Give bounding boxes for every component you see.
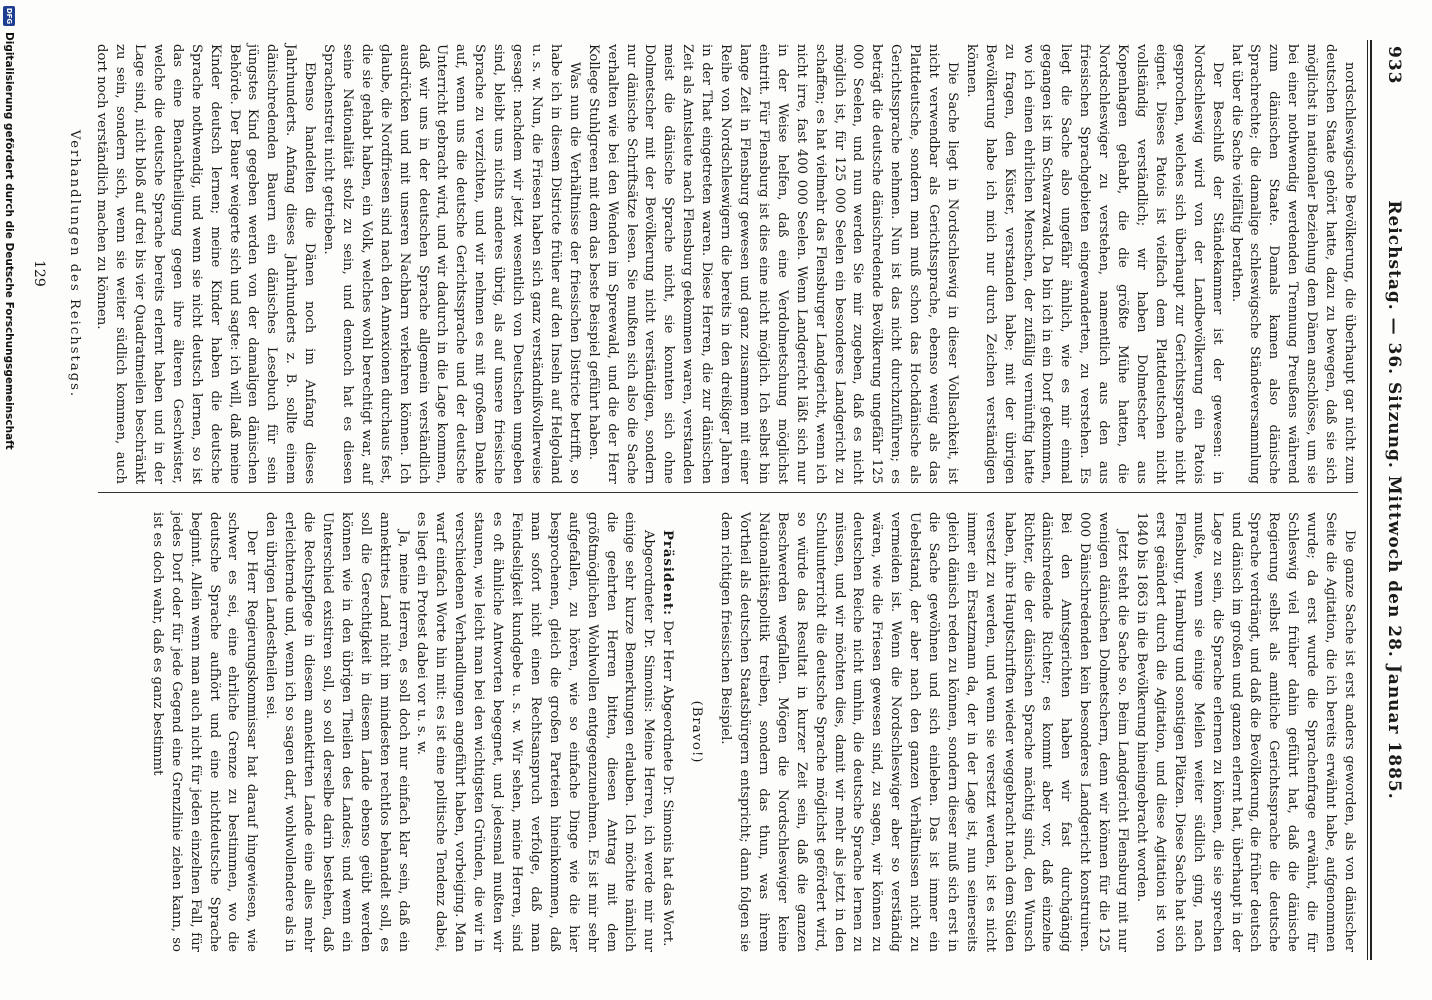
body-paragraph: Was nun die Verhältnisse der friesischen Districte betrifft, so habe ich in diesem Districte früher auf den Inseln auf Helgoland u. s. w. Nun, die Friesen haben sich ganz verständnißvollerweise gesagt: nachdem wir jetzt wesentlich von Deutschen umgeben sind, bleibt uns nichts anderes übrig, als auf unsere friesische Sprache zu verzichten, und wir nehmen es mit großem Danke auf, wenn uns die deutsche Gerichtssprache und der deutsche Unterricht gebracht wird, und wir dadurch in die Lage kommen, daß wir uns in der deutschen Sprache allgemein verständlich ausdrücken und mit unseren Nachbarn verkehren können. Ich glaube, die Nordfriesen sind nach den Annexionen durchaus fest, die sie gehabt haben, ein Volk, welches wohl berechtigt war, auf seine Nationalität stolz zu sein, und dennoch hat es diesen Sprachenstreit nicht getrieben. — [321, 44, 582, 484]
body-paragraph: Der Beschluß der Ständekammer ist der gewesen: in Nordschleswig wird von der Landbevölkerung ein Patois gesprochen, welches sich überhaupt zur Gerichtssprache nicht eignet. Dieses Patois ist vielfach dem Plattdeutschen nicht vollständig verständlich; wir haben Dolmetscher aus Kopenhagen gehabt, die die größte Mühe hatten, die Nordschleswiger zu verstehen, namentlich aus den aus friesischen Sprachgebieten eingewanderten, zu verstehen. Es liegt die Sache also ungefähr ähnlich, wie es mir einmal gegangen ist im Schwarzwald. Da bin ich in ein Dorf gekommen, wo ich einen ehrlichen Menschen, der zufällig vernünftig hatte zu fragen, den Küster, verstanden habe; mit der übrigen Bevölkerung habe ich mich nur durch Zeichen verständigen können. — [963, 44, 1225, 484]
header-rule-thin — [1367, 40, 1368, 960]
body-paragraph: Die ganze Sache ist erst anders geworden, als von dänischer Seite die Agitation, die ich bereits erwähnt habe, aufgenommen wurde; da erst wurde die Sprachenfrage erwähnt, die für Schleswig viel früher dahin geführt hat, daß die dänische Regierung selbst als amtliche Gerichtssprache die deutsche Sprache verdrängt, und daß die Bevölkerung, die früher deutsch und dänisch im großen und ganzen erlernt hat, überhaupt in der Lage zu sein, die Sprache erlernen zu können, die sie sprechen mußte, wenn sie einige Meilen weiter südlich ging, nach Flensburg, Hamburg und sonstigen Plätzen. Diese Sache hat sich erst geändert durch die Agitation, und diese Agitation ist von 1840 bis 1863 in die Bevölkerung hineingebracht worden. — [1134, 512, 1357, 952]
page-number: 933 — [1384, 46, 1404, 85]
body-paragraph: Die Sache liegt in Nordschleswig in dieser Vollsachkeit, ist nicht verwendbar als Gerichtssprache, ebenso wenig als das Plattdeutsche, sondern man muß schon das Hochdänische als Gerichtssprache nehmen. Nun ist das nicht durchzuführen; es beträgt die deutsche dänischredende Bevölkerung ungefähr 125 000 Seelen, und nun werden Sie mir zugeben, daß es nicht möglich ist, für 125 000 Seelen ein besonderes Landgericht zu schaffen; es hat vielmehr das Flensburger Landgericht, wenn ich nicht irre, fast 400 000 Seelen. Wenn Landgericht läßt sich nur in der Weise helfen, daß eine Verdolmetschung möglichst eintritt. Für Flensburg ist dies eine nicht möglich. Ich selbst bin lange Zeit in Flensburg gewesen und ganz zusammen mit einer Reihe von Nordschleswigern die bereits in den dreißiger Jahren in der That eingetreten waren. Diese Herren, die zur dänischen Zeit als Amtsleute nach Flensburg gekommen waren, verstanden meist die dänische Sprache nicht, sie konnten sich ohne Dolmetscher mit der Bevölkerung nicht verständigen, sondern nur dänische Schriftsätze lesen. Sie mußten sich also die Sache verhalten wie bei den Wenden im Spreewald, und die der Herr Kollege Stuhlgreen mit dem das beste Beispiel geführt haben. — [585, 44, 960, 484]
signature-line: Verhandlungen des Reichstags. — [67, 129, 83, 399]
digitization-notice-text: Digitalisierung gefördert durch die Deutsche Forschungsgemeinschaft — [3, 32, 15, 450]
digitization-notice — [0, 0, 17, 1000]
body-paragraph: Ja, meine Herren, es soll doch nur einfach klar sein, daß ein annektirtes Land nicht im mindesten rechtlos behandelt soll, es soll die Gerechtigkeit in diesem Lande ebenso geübt werden können wie in den übrigen Theilen des Landes; und wenn ein Unterschied existiren soll, so soll derselbe darin bestehen, daß die Rechtspflege in diesem annektirten Lande eine alles mehr erleichternde und, wenn ich so sagen darf, wohlwollendere als in den übrigen Landestheilen sei. — [263, 512, 411, 952]
dfg-logo-icon: DFG — [5, 7, 13, 25]
text-column-left — [58, 44, 1358, 484]
page-header — [1374, 40, 1414, 960]
interjection: (Bravo!) — [689, 700, 705, 764]
header-rule — [1370, 40, 1372, 960]
speaker-text: Der Herr Abgeordnete Dr. Simonis hat das Wort. — [660, 620, 676, 947]
body-paragraph: Jetzt steht die Sache so. Beim Landgericht Flensburg mit nur wenigen dänischen Dolmetschern, denn wir können für die 125 000 Dänischredenden kein besonderes Landgericht konstruiren. Bei den Amtsgerichten haben wir fast durchgängig dänischredende Richter; es kommt aber vor, daß einzelne Richter, die der dänischen Sprache mächtig sind, den Wunsch haben, ihre Hauptschriften wieder weggebracht nach dem Süden versetzt zu werden, und wenn sie versetzt werden, ist es nicht immer ein Ersatzmann da, der in der Lage ist, nun seinerseits gleich dänisch reden zu können, sondern dieser muß sich erst in die Sache gewöhnen und sich einleben. Das ist immer ein Uebelstand, der aber nach den ganzen Verhältnissen nicht zu vermeiden ist. Wenn die Nordschleswiger aber so verständig wären, wie die Friesen gewesen sind, zu sagen, wir können zu deutschen Reiche nicht umhin, die deutsche Sprache lernen zu müssen, und wir möchten dies, damit wir mehr als jetzt in den Schulunterricht die deutsche Sprache möglichst gefördert wird, so würde das Resultat in kurzer Zeit sein, daß die ganzen Beschwerden wegfallen. Mögen die Nordschleswiger keine Nationalitätspolitik treiben, sondern das thun, was ihrem Vortheil als deutschen Staatsbürgern entspricht; dann folgen sie dem richtigen friesischen Beispiel. — [718, 512, 1131, 952]
text-column-right — [58, 512, 1358, 952]
speaker-paragraph — [657, 512, 676, 952]
speaker-label: Präsident: — [660, 530, 676, 617]
column-divider — [98, 492, 1358, 493]
running-title: Reichstag. — 36. Sitzung. Mittwoch den 28. Januar 1885. — [1384, 200, 1404, 800]
sheet-number: 129 — [31, 260, 47, 287]
body-paragraph: nordschleswigsche Bevölkerung, die überhaupt gar nicht zum deutschen Staate gehört hatte, dazu zu bewegen, daß sie sich möglichst in nationaler Beziehung dem Dänen anschlösse, um sie bei einer nothwendig werdenden Trennung Preußens während zum dänischen Staate. Damals kamen also dänische Sprachrechte; die damalige schleswigsche Ständeversammlung hat über die Sache vielfältig berathen. — [1228, 44, 1357, 484]
body-paragraph: Ebenso handelten die Dänen noch im Anfang dieses Jahrhunderts. Anfang dieses Jahrhunderts z. B. sollte einem dänischredenden Bauern ein dänisches Lesebuch für sein jüngstes Kind gegeben werden von der damaligen dänischen Behörde. Der Bauer weigerte sich und sagte: ich will, daß meine Kinder deutsch lernen; meine Kinder haben die deutsche Sprache nothwendig, und wenn sie nicht deutsch lernen, so ist das eine Benachtheiligung gegen ihre älteren Geschwister, welche die deutsche Sprache bereits erlernt haben und in der Lage sind, nicht bloß auf drei bis vier Quadratmeilen beschränkt zu sein, sondern sich, wenn sie weiter südlich kommen, auch dort noch verständlich machen zu können. — [94, 44, 318, 484]
body-paragraph: Abgeordneter Dr. Simonis: Meine Herren, ich werde mir nur einige sehr kurze Bemerkungen erlauben. Ich möchte nämlich die geehrten Herren bitten, diesen Antrag mit dem größtmöglichen Wohlwollen entgegenzunehmen. Es ist mir sehr aufgefallen, zu hören, wie so einfache Dinge wie die hier besprochenen, gleich die großen Parteien hineinkommen, daß man sofort nicht einen Rechtsanspruch verfolge, daß man Feindseligkeit kundgebe u. s. w. Wir sehen, meine Herren, sind es oft ähnliche Antworten begegnet, und jedesmal mußten wir staunen, wie leicht man bei den wichtigsten Gründen, die wir in verschiedenen Verhandlungen angeführt haben, vorbeiging. Man warf einfach Worte hin mit: es ist eine politische Tendenz dabei, es liegt ein Protest dabei vor u. s. w. — [414, 512, 657, 952]
body-paragraph: Der Herr Regierungskommissar hat darauf hingewiesen, wie schwer es sei, eine ehrliche Grenze zu bestimmen, wo die deutsche Sprache aufhört und eine nichtdeutsche Sprache beginnt. Allein wenn man auch nicht für jeden einzelnen Fall, für jedes Dorf oder für jede Gegend eine Grenzlinie ziehen kann, so ist es doch wahr, daß es ganz bestimmt — [149, 512, 260, 952]
